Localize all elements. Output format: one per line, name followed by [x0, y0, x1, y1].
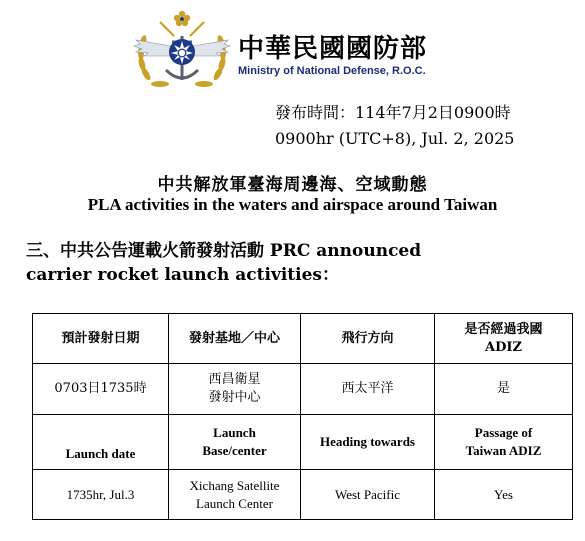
- header-adiz-en-line2: Taiwan ADIZ: [465, 443, 542, 458]
- cell-base-en: [169, 470, 301, 520]
- launch-table: [32, 313, 573, 520]
- cell-base-en-line2: Launch Center: [196, 495, 273, 511]
- header-base-zh: 發射基地／中心: [169, 314, 301, 364]
- header-base-en: [169, 415, 301, 470]
- header-adiz-zh: [435, 314, 573, 364]
- header-adiz-zh-line2: ADIZ: [485, 339, 522, 355]
- table-row: [33, 470, 573, 520]
- header-heading-zh: 飛行方向: [301, 314, 435, 364]
- page-title-zh: 中共解放軍臺海周邊海、空域動態: [157, 175, 428, 195]
- org-name-en: Ministry of National Defense, R.O.C.: [238, 65, 426, 77]
- release-time-en: 0900hr (UTC+8), Jul. 2, 2025: [275, 129, 515, 148]
- cell-base-zh-line1: 西昌衛星: [208, 372, 261, 387]
- org-name: 中華民國國防部: [238, 34, 428, 64]
- header-adiz-en: [435, 415, 573, 470]
- cell-adiz-en: Yes: [435, 470, 573, 520]
- cell-launch-date-en: 1735hr, Jul.3: [33, 470, 169, 520]
- cell-launch-date-zh: 0703日1735時: [33, 364, 169, 415]
- header-adiz-en-line1: Passage of: [474, 425, 533, 440]
- header-base-en-line2: Base/center: [202, 443, 267, 458]
- header-launch-date-en: Launch date: [33, 415, 169, 470]
- cell-heading-en: West Pacific: [301, 470, 435, 520]
- table-row: [33, 314, 573, 364]
- cell-adiz-zh: 是: [435, 364, 573, 415]
- cell-base-zh: [169, 364, 301, 415]
- cell-base-en-line1: Xichang Satellite: [189, 477, 280, 493]
- header-base-en-line1: Launch: [213, 425, 256, 440]
- header-heading-en: Heading towards: [301, 415, 435, 470]
- table-row: [33, 415, 573, 470]
- cell-base-zh-line2: 發射中心: [208, 390, 261, 405]
- section-heading: [26, 239, 421, 287]
- header-adiz-zh-line1: 是否經過我國: [464, 321, 543, 337]
- table-row: [33, 364, 573, 415]
- release-time: [275, 100, 514, 152]
- cell-heading-zh: 西太平洋: [301, 364, 435, 415]
- release-time-zh: 發布時間：114年7月2日0900時: [275, 103, 511, 122]
- section-heading-line2: carrier rocket launch activities：: [26, 265, 339, 285]
- page-title-en: PLA activities in the waters and airspace around Taiwan: [87, 195, 498, 214]
- ministry-emblem-icon: [132, 8, 232, 90]
- section-heading-line1: 三、中共公告運載火箭發射活動 PRC announced: [26, 241, 422, 261]
- header: [132, 8, 462, 90]
- header-launch-date-zh: 預計發射日期: [33, 314, 169, 364]
